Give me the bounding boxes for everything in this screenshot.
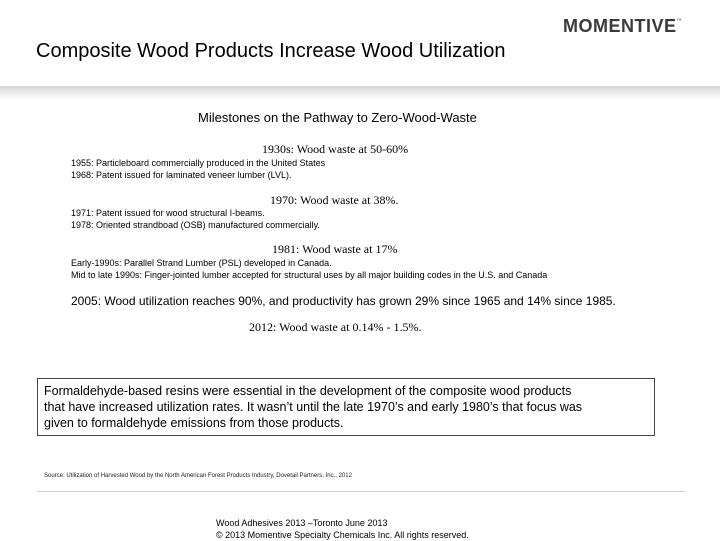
milestone-header-2012: 2012: Wood waste at 0.14% - 1.5%. — [249, 320, 422, 334]
logo-trademark: ™ — [676, 18, 683, 24]
milestone-header-1930s: 1930s: Wood waste at 50-60% — [262, 142, 409, 156]
footer — [216, 517, 469, 541]
milestone-header-1970: 1970: Wood waste at 38%. — [270, 193, 399, 207]
milestone-header-1981: 1981: Wood waste at 17% — [272, 242, 398, 256]
callout-line: that have increased utilization rates. It wasn’t until the late 1970’s and early 1980’s that focus was — [44, 400, 583, 414]
header-band — [0, 86, 720, 100]
milestone-line: 1971: Patent issued for wood structural I-beams. — [71, 208, 265, 218]
callout-line: Formaldehyde-based resins were essential in the development of the composite wood products — [44, 384, 572, 398]
milestone-line: 1955: Particleboard commercially produced in the United States — [71, 158, 326, 168]
milestone-line: 1968: Patent issued for laminated veneer lumber (LVL). — [71, 170, 292, 180]
logo-text: MOMENTIVE — [563, 16, 677, 36]
footer-event: Wood Adhesives 2013 –Toronto June 2013 — [216, 518, 388, 528]
subtitle: Milestones on the Pathway to Zero-Wood-Waste — [198, 110, 477, 125]
milestone-line: Early-1990s: Parallel Strand Lumber (PSL) developed in Canada. — [71, 258, 332, 268]
footer-copyright: © 2013 Momentive Specialty Chemicals Inc. All rights reserved. — [216, 530, 469, 540]
milestone-line: 1978: Oriented strandboad (OSB) manufactured commercially. — [71, 220, 320, 230]
momentive-logo — [563, 16, 682, 38]
milestone-line: Mid to late 1990s: Finger-jointed lumber accepted for structural uses by all major building codes in the U.S. and Canada — [71, 270, 548, 280]
footer-divider — [37, 491, 685, 492]
page-title: Composite Wood Products Increase Wood Utilization — [36, 40, 506, 62]
source-citation: Source: Utilization of Harvested Wood by the North American Forest Products Industry, Dovetail Partners, Inc., 2012 — [44, 473, 352, 479]
callout-box — [37, 378, 655, 436]
callout-line: given to formaldehyde emissions from those products. — [44, 416, 344, 430]
utilization-2005: 2005: Wood utilization reaches 90%, and productivity has grown 29% since 1965 and 14% since 1985. — [71, 294, 616, 308]
